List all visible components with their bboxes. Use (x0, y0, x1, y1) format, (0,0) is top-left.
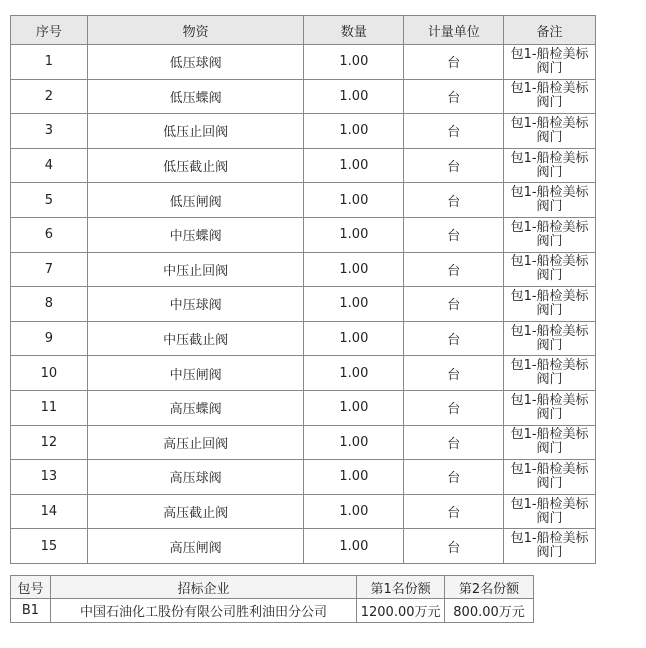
item-unit: 台 (404, 114, 504, 149)
items-table-body (11, 45, 596, 564)
item-note: 包1-船检美标阀门 (504, 45, 596, 80)
item-note: 包1-船检美标阀门 (504, 460, 596, 495)
item-quantity: 1.00 (304, 494, 404, 529)
item-name: 低压球阀 (87, 45, 304, 80)
row-number: 4 (11, 148, 88, 183)
header-unit: 计量单位 (404, 16, 504, 45)
table-row (11, 252, 596, 287)
table-row (11, 321, 596, 356)
item-name: 低压止回阀 (87, 114, 304, 149)
item-name: 高压截止阀 (87, 494, 304, 529)
row-number: 7 (11, 252, 88, 287)
header-share-first: 第1名份额 (357, 576, 445, 599)
row-number: 8 (11, 287, 88, 322)
header-share-second: 第2名份额 (445, 576, 534, 599)
table-row (11, 183, 596, 218)
item-note: 包1-船检美标阀门 (504, 114, 596, 149)
header-note: 备注 (504, 16, 596, 45)
table-row (11, 148, 596, 183)
row-number: 11 (11, 390, 88, 425)
item-quantity: 1.00 (304, 183, 404, 218)
item-note: 包1-船检美标阀门 (504, 494, 596, 529)
row-number: 15 (11, 529, 88, 564)
header-package: 包号 (11, 576, 51, 599)
table-row (11, 287, 596, 322)
item-name: 中压球阀 (87, 287, 304, 322)
item-quantity: 1.00 (304, 287, 404, 322)
bid-header-row (11, 576, 534, 599)
items-header-row (11, 16, 596, 45)
table-row (11, 45, 596, 80)
package-id: B1 (11, 599, 51, 623)
table-row (11, 356, 596, 391)
item-unit: 台 (404, 460, 504, 495)
item-name: 高压闸阀 (87, 529, 304, 564)
header-company: 招标企业 (50, 576, 356, 599)
item-note: 包1-船检美标阀门 (504, 252, 596, 287)
item-unit: 台 (404, 425, 504, 460)
item-name: 高压球阀 (87, 460, 304, 495)
item-unit: 台 (404, 45, 504, 80)
item-name: 高压止回阀 (87, 425, 304, 460)
table-row (11, 460, 596, 495)
table-row (11, 529, 596, 564)
item-quantity: 1.00 (304, 148, 404, 183)
item-unit: 台 (404, 217, 504, 252)
item-quantity: 1.00 (304, 321, 404, 356)
table-row (11, 494, 596, 529)
item-unit: 台 (404, 183, 504, 218)
table-row (11, 114, 596, 149)
item-quantity: 1.00 (304, 217, 404, 252)
row-number: 3 (11, 114, 88, 149)
bid-table-body (11, 599, 534, 623)
item-unit: 台 (404, 79, 504, 114)
item-name: 低压截止阀 (87, 148, 304, 183)
share-second: 800.00万元 (445, 599, 534, 623)
item-unit: 台 (404, 356, 504, 391)
item-name: 中压闸阀 (87, 356, 304, 391)
row-number: 10 (11, 356, 88, 391)
item-note: 包1-船检美标阀门 (504, 217, 596, 252)
item-name: 低压蝶阀 (87, 79, 304, 114)
row-number: 1 (11, 45, 88, 80)
item-unit: 台 (404, 321, 504, 356)
item-quantity: 1.00 (304, 529, 404, 564)
item-name: 中压止回阀 (87, 252, 304, 287)
row-number: 2 (11, 79, 88, 114)
item-note: 包1-船检美标阀门 (504, 425, 596, 460)
table-row (11, 79, 596, 114)
item-name: 高压蝶阀 (87, 390, 304, 425)
item-note: 包1-船检美标阀门 (504, 390, 596, 425)
item-note: 包1-船检美标阀门 (504, 183, 596, 218)
item-name: 中压截止阀 (87, 321, 304, 356)
row-number: 9 (11, 321, 88, 356)
table-row (11, 217, 596, 252)
item-quantity: 1.00 (304, 45, 404, 80)
item-name: 中压蝶阀 (87, 217, 304, 252)
item-note: 包1-船检美标阀门 (504, 79, 596, 114)
item-quantity: 1.00 (304, 425, 404, 460)
item-unit: 台 (404, 287, 504, 322)
item-unit: 台 (404, 148, 504, 183)
header-qty: 数量 (304, 16, 404, 45)
item-note: 包1-船检美标阀门 (504, 287, 596, 322)
row-number: 6 (11, 217, 88, 252)
row-number: 14 (11, 494, 88, 529)
row-number: 13 (11, 460, 88, 495)
item-quantity: 1.00 (304, 114, 404, 149)
item-unit: 台 (404, 390, 504, 425)
item-unit: 台 (404, 529, 504, 564)
item-quantity: 1.00 (304, 460, 404, 495)
item-quantity: 1.00 (304, 390, 404, 425)
item-quantity: 1.00 (304, 79, 404, 114)
item-unit: 台 (404, 494, 504, 529)
share-first: 1200.00万元 (357, 599, 445, 623)
company-name: 中国石油化工股份有限公司胜利油田分公司 (50, 599, 356, 623)
table-row (11, 390, 596, 425)
items-table (10, 15, 596, 564)
item-name: 低压闸阀 (87, 183, 304, 218)
item-note: 包1-船检美标阀门 (504, 321, 596, 356)
item-quantity: 1.00 (304, 356, 404, 391)
bid-table (10, 575, 534, 623)
row-number: 12 (11, 425, 88, 460)
item-note: 包1-船检美标阀门 (504, 529, 596, 564)
item-quantity: 1.00 (304, 252, 404, 287)
table-row (11, 599, 534, 623)
item-unit: 台 (404, 252, 504, 287)
item-note: 包1-船检美标阀门 (504, 148, 596, 183)
header-no: 序号 (11, 16, 88, 45)
item-note: 包1-船检美标阀门 (504, 356, 596, 391)
row-number: 5 (11, 183, 88, 218)
table-row (11, 425, 596, 460)
header-item: 物资 (87, 16, 304, 45)
